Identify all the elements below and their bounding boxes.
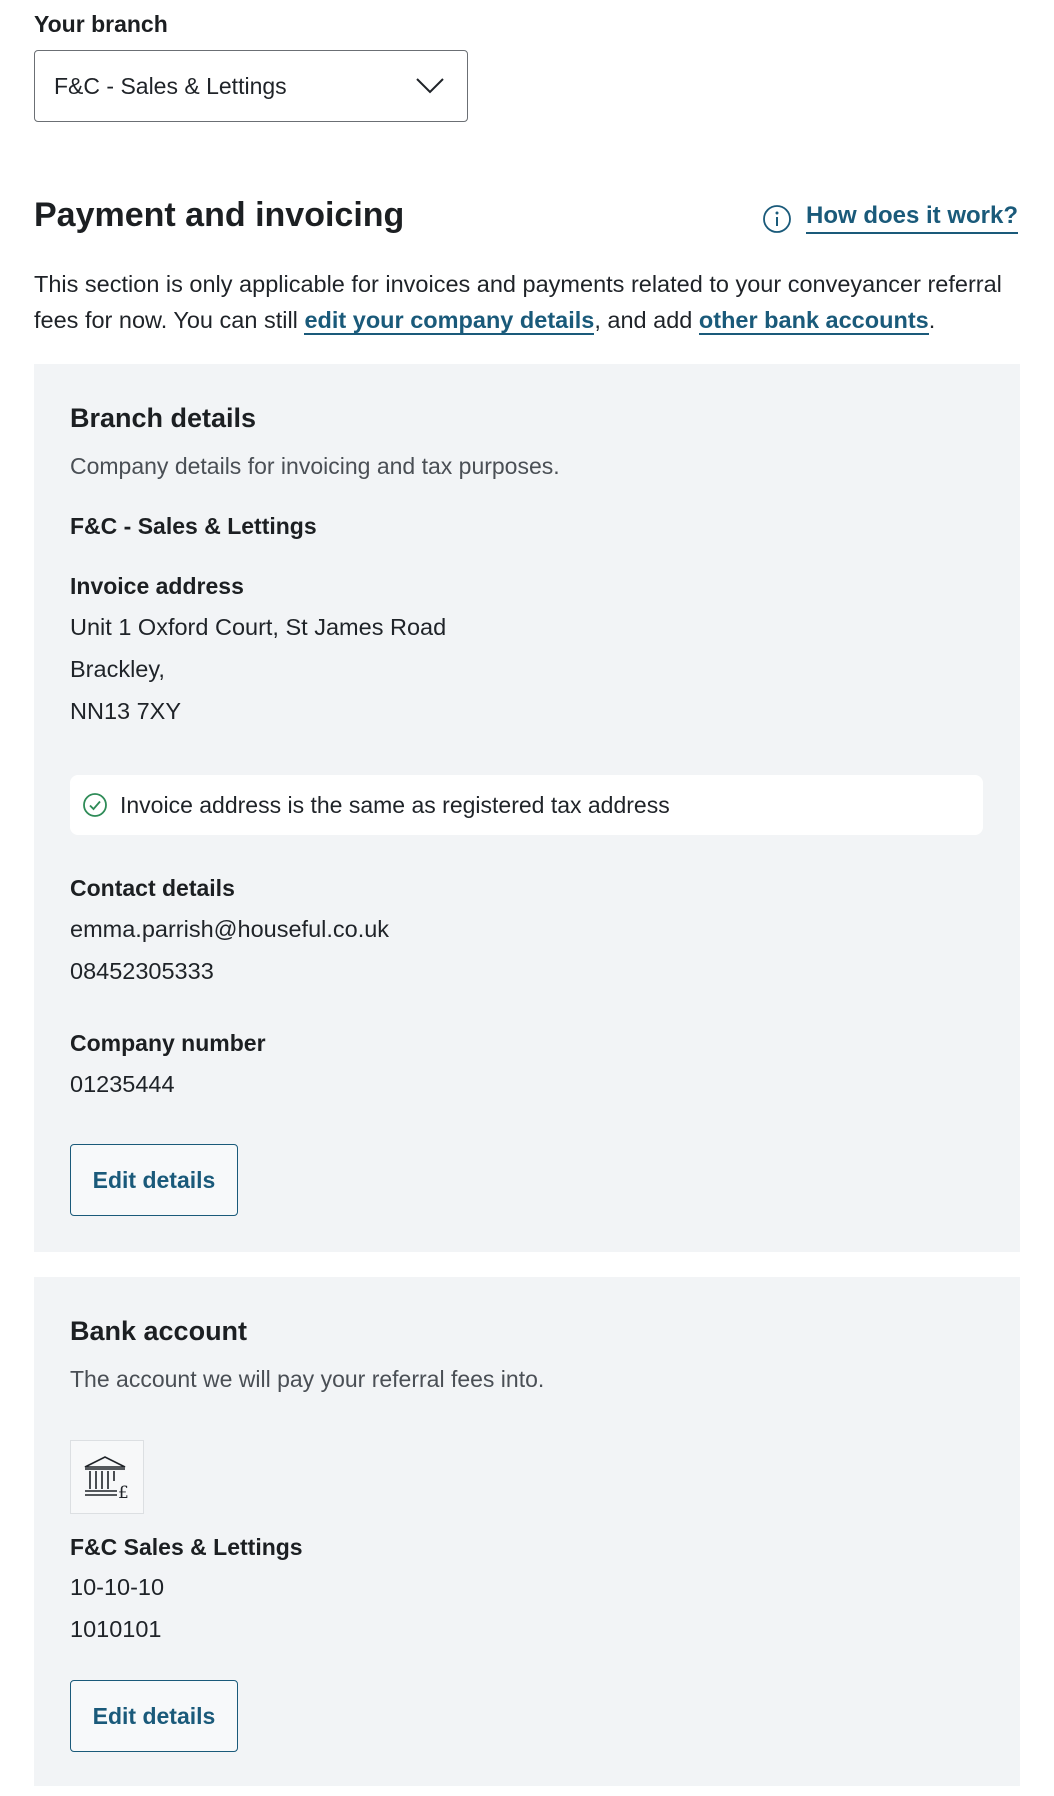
bank-sort-code: 10-10-10 <box>70 1574 165 1600</box>
branch-details-title: Branch details <box>70 403 257 433</box>
edit-company-details-link[interactable]: edit your company details <box>304 307 595 333</box>
bank-account-subtitle: The account we will pay your referral fees into. <box>70 1366 545 1392</box>
branch-details-subtitle: Company details for invoicing and tax purposes. <box>70 453 560 479</box>
branch-select[interactable] <box>34 50 468 122</box>
page-title: Payment and invoicing <box>34 196 405 234</box>
address-notice-text: Invoice address is the same as registered tax address <box>120 791 670 818</box>
intro-text: This section is only applicable for invoices and payments related to your conveyancer referral fees for now. You can still edit your company details, and add other bank accounts. <box>34 271 1002 333</box>
how-does-it-work-link[interactable] <box>762 203 1018 234</box>
edit-bank-details-button[interactable]: Edit details <box>70 1680 238 1752</box>
address-notice <box>70 775 983 835</box>
edit-branch-details-button[interactable]: Edit details <box>70 1144 238 1216</box>
info-icon <box>762 204 792 234</box>
svg-text:£: £ <box>118 1483 129 1503</box>
contact-phone: 08452305333 <box>70 958 214 984</box>
how-does-it-work-label: How does it work? <box>806 203 1018 234</box>
invoice-address-label: Invoice address <box>70 573 244 599</box>
company-number: 01235444 <box>70 1071 175 1097</box>
branch-label: Your branch <box>34 11 168 37</box>
contact-details-label: Contact details <box>70 875 235 901</box>
company-name: F&C - Sales & Lettings <box>70 513 317 539</box>
address-line-3: NN13 7XY <box>70 698 182 724</box>
company-number-label: Company number <box>70 1030 266 1056</box>
bank-account-title: Bank account <box>70 1316 248 1346</box>
contact-email: emma.parrish@houseful.co.uk <box>70 916 390 942</box>
address-line-2: Brackley, <box>70 656 165 682</box>
bank-account-name: F&C Sales & Lettings <box>70 1534 303 1560</box>
bank-icon-box <box>70 1440 144 1514</box>
address-line-1: Unit 1 Oxford Court, St James Road <box>70 614 447 640</box>
branch-select-value: F&C - Sales & Lettings <box>54 72 287 99</box>
check-circle-icon <box>82 792 108 818</box>
chevron-down-icon <box>415 77 445 95</box>
bank-account-card <box>34 1277 1020 1786</box>
branch-details-card <box>34 364 1020 1252</box>
bank-account-number: 1010101 <box>70 1616 162 1642</box>
bank-icon <box>81 1451 133 1503</box>
other-bank-accounts-link[interactable]: other bank accounts <box>698 307 929 333</box>
